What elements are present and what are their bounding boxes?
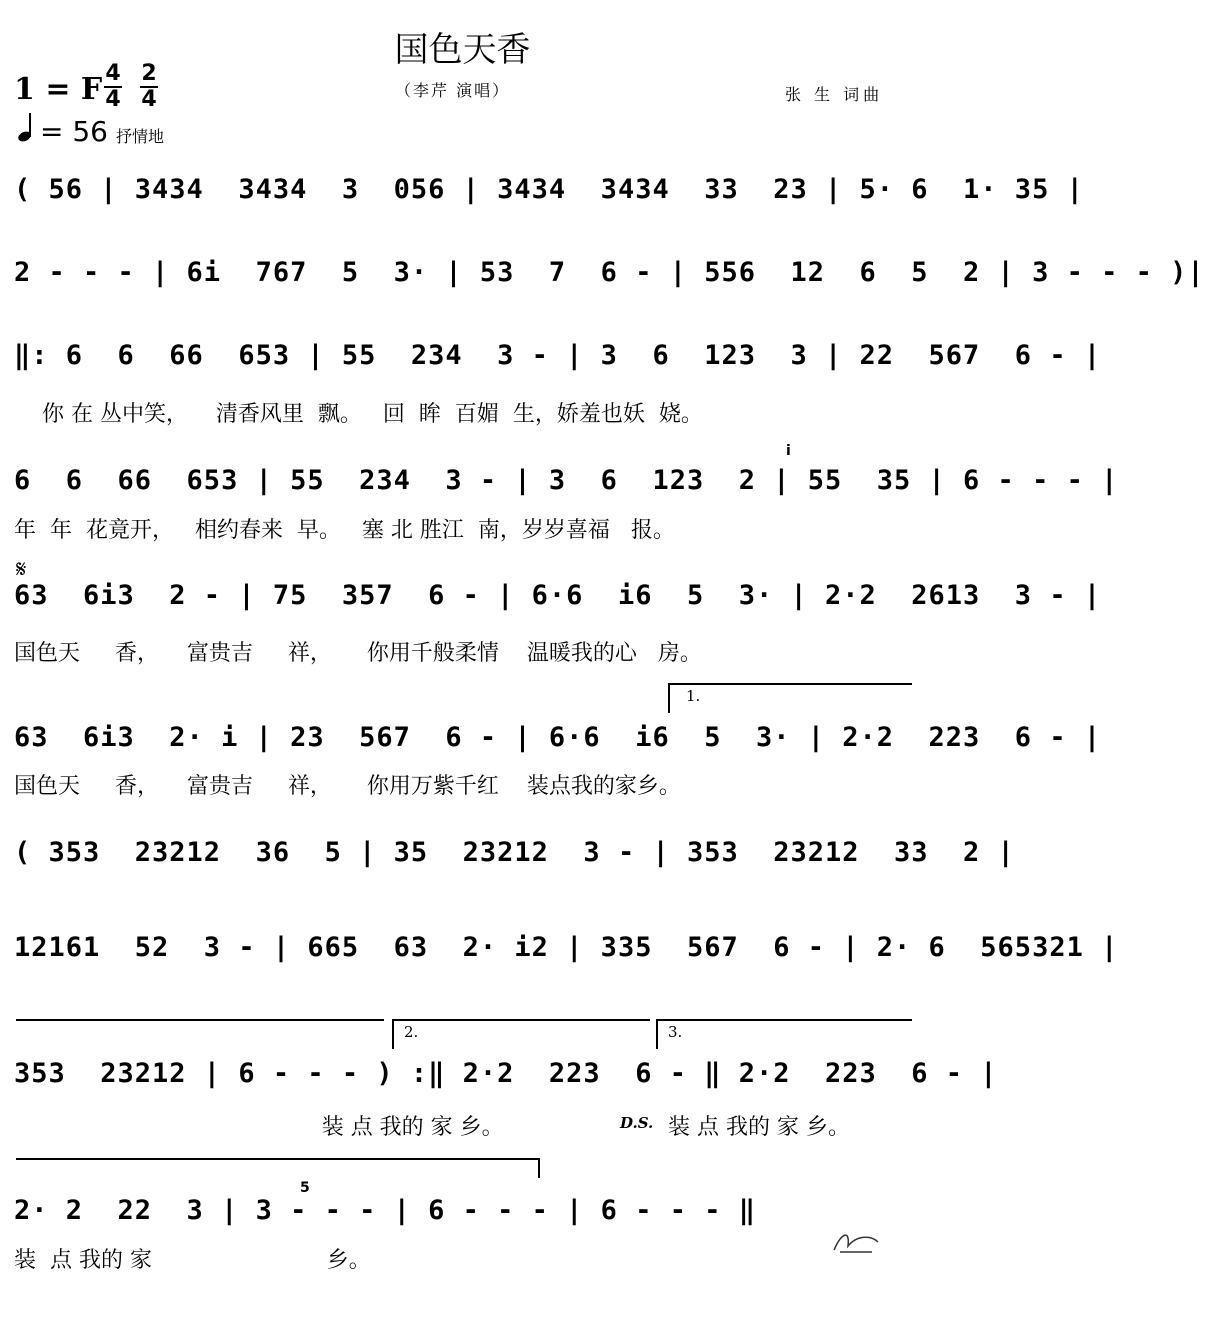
score-line-2: 2 - - - | 6i 767 5 3· | 53 7 6 - | 556 12 6 5 2 | 3 - - - )| [14, 257, 1205, 288]
lyrics-line-4: 国色天 香， 富贵吉 祥， 你用万紫千红 装点我的家乡。 [14, 774, 681, 799]
volta-bracket-2-edge [392, 1019, 394, 1049]
score-line-7: ( 353 23212 36 5 | 35 23212 3 - | 353 23212 33 2 | [14, 837, 1015, 868]
volta-bracket-1-edge [668, 683, 670, 713]
key-signature: 1 = F [14, 72, 103, 107]
segno-sign: 𝄋 [16, 555, 27, 583]
expression-mark: 抒情地 [116, 127, 165, 146]
quarter-note-icon [18, 115, 36, 141]
time-signature-4-4: 4 4 [105, 61, 121, 112]
score-line-10: 2· 2 22 3 | 3 - - - | 6 - - - | 6 - - - ‖ [14, 1195, 756, 1226]
lyrics-line-3: 国色天 香， 富贵吉 祥， 你用千般柔情 温暖我的心 房。 [14, 641, 702, 666]
volta-label-3: 3. [668, 1023, 683, 1041]
lyrics-line-5b: 装 点 我的 家 乡。 [668, 1115, 850, 1140]
score-line-1: ( 56 | 3434 3434 3 056 | 3434 3434 33 23 | 5· 6 1· 35 | [14, 174, 1084, 205]
grace-note-2: 5 [300, 1180, 310, 1196]
signature-icon [828, 1222, 884, 1258]
score-line-9: 353 23212 | 6 - - - ) :‖ 2·2 223 6 - ‖ 2·2 223 6 - | [14, 1058, 998, 1089]
tempo-mark: = 56 [18, 115, 108, 148]
grace-note: i [786, 443, 791, 459]
volta-bracket-3-edge [656, 1019, 658, 1049]
volta-label-1: 1. [686, 687, 701, 705]
lyrics-line-6: 装 点 我的 家 乡。 [14, 1248, 371, 1273]
volta-bracket-3 [656, 1019, 912, 1021]
lyrics-line-1: 你 在 丛中笑， 清香风里 飘。 回 眸 百媚 生，娇羞也妖 娆。 [14, 402, 703, 427]
coda-span-edge [538, 1158, 540, 1178]
score-line-8: 12161 52 3 - | 665 63 2· i2 | 335 567 6 - | 2· 6 565321 | [14, 932, 1119, 963]
coda-span-line [16, 1158, 540, 1160]
author-credit: 张 生 词曲 [785, 85, 884, 104]
time-signature-2-4: 2 4 [141, 61, 157, 112]
singer-credit: （李芹 演唱） [395, 81, 511, 100]
volta-bracket-2 [392, 1019, 650, 1021]
lyrics-line-2: 年 年 花竟开， 相约春来 早。 塞 北 胜江 南，岁岁喜福 报。 [14, 518, 675, 543]
score-line-4: 6 6 66 653 | 55 234 3 - | 3 6 123 2 | 55 35 | 6 - - - | [14, 465, 1119, 496]
volta-label-2: 2. [404, 1023, 419, 1041]
repeat-span-line [16, 1019, 384, 1021]
score-line-3: ‖: 6 6 66 653 | 55 234 3 - | 3 6 123 3 | 22 567 6 - | [14, 340, 1102, 371]
score-line-6: 63 6i3 2· i | 23 567 6 - | 6·6 i6 5 3· | 2·2 223 6 - | [14, 722, 1102, 753]
page-title: 国色天香 [394, 30, 531, 70]
score-line-5: 63 6i3 2 - | 75 357 6 - | 6·6 i6 5 3· | 2·2 2613 3 - | [14, 580, 1102, 611]
dal-segno-mark: D.S. [620, 1114, 654, 1132]
lyrics-line-5: 装 点 我的 家 乡。 [14, 1115, 504, 1140]
volta-bracket-1 [668, 683, 912, 685]
